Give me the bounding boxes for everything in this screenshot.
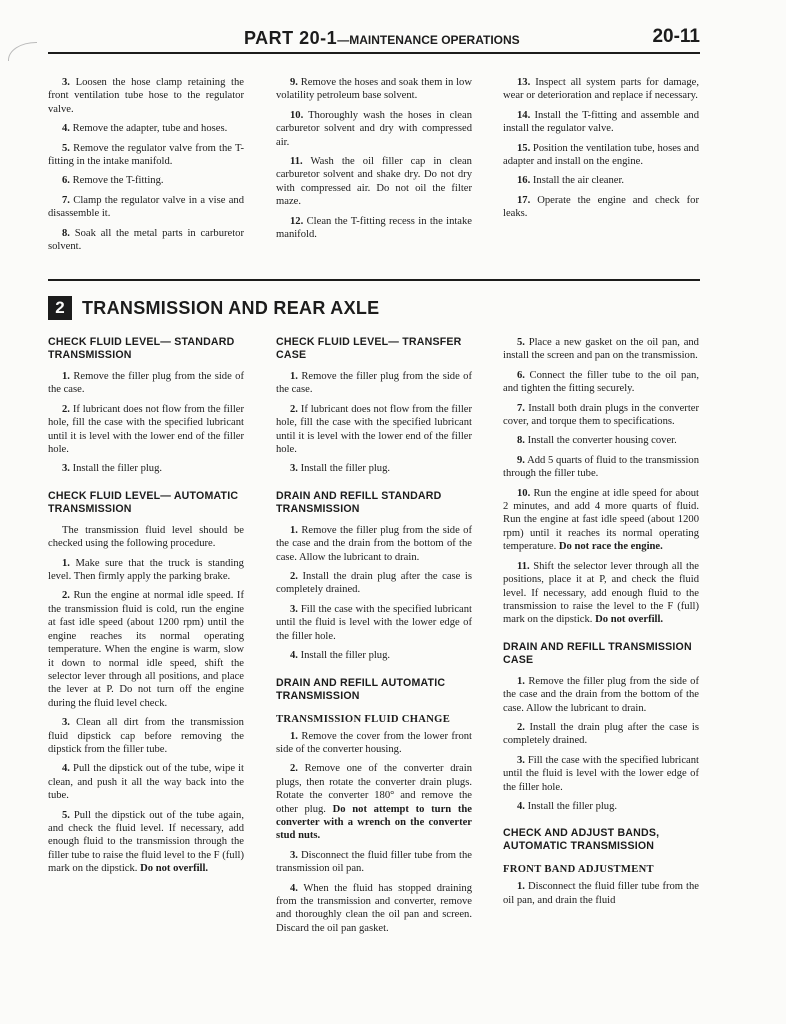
step-paragraph xyxy=(503,754,699,794)
step-number: 4. xyxy=(517,800,525,812)
heading-drain-refill-transmission-case: DRAIN AND REFILL TRANSMISSION CASE xyxy=(503,640,692,666)
step-paragraph xyxy=(276,76,472,103)
step-number: 3. xyxy=(290,603,298,615)
step-number: 4. xyxy=(62,763,70,775)
step-paragraph xyxy=(503,454,699,481)
step-number: 1. xyxy=(290,730,298,742)
steps-check-fluid-standard xyxy=(48,370,244,476)
step-number: 5. xyxy=(62,142,70,154)
step-paragraph xyxy=(503,109,699,136)
step-number: 1. xyxy=(290,524,298,536)
step-paragraph xyxy=(48,809,244,876)
page-header xyxy=(48,22,700,54)
step-paragraph xyxy=(48,122,244,135)
step-number: 6. xyxy=(517,369,525,381)
step-paragraph xyxy=(503,487,699,554)
step-number: 2. xyxy=(62,590,70,602)
steps-drain-refill-standard xyxy=(276,524,472,663)
step-number: 4. xyxy=(62,123,70,135)
step-text: Install both drain plugs in the converter cover, and torque them to specifications. xyxy=(503,402,699,428)
step-number: 7. xyxy=(62,194,70,206)
section-title: TRANSMISSION AND REAR AXLE xyxy=(82,298,380,318)
step-emphasis: Do not overfill. xyxy=(595,614,664,626)
step-paragraph xyxy=(276,155,472,209)
step-paragraph xyxy=(48,76,244,116)
step-text: Run the engine at idle speed for about 2 minutes, and add 4 more quarts of fluid. Run the engine at fast idle speed (about 1200 rpm) until it reaches its normal operating temperature. xyxy=(503,487,699,553)
step-number: 10. xyxy=(517,487,531,499)
step-text: Disconnect the fluid filler tube from the transmission oil pan. xyxy=(276,849,472,875)
step-paragraph xyxy=(48,403,244,457)
steps-front-band xyxy=(503,880,699,907)
step-number: 9. xyxy=(290,77,298,88)
heading-check-fluid-automatic: CHECK FLUID LEVEL— AUTOMATIC TRANSMISSION xyxy=(48,489,239,515)
heading-drain-refill-automatic: DRAIN AND REFILL AUTOMATIC TRANSMISSION xyxy=(276,676,446,702)
step-number: 12. xyxy=(290,215,304,227)
step-paragraph xyxy=(503,800,699,813)
auto-intro-paragraph: The transmission fluid level should be checked using the following procedure. xyxy=(48,524,244,550)
step-paragraph xyxy=(48,716,244,756)
step-paragraph xyxy=(503,721,699,748)
column-3 xyxy=(503,336,699,913)
step-number: 3. xyxy=(62,77,70,88)
step-text: Clamp the regulator valve in a vise and disassemble it. xyxy=(48,194,244,220)
step-text: If lubricant does not flow from the filler hole, fill the case with the specified lubricant until it is level with the lower end of the filler hole. xyxy=(48,403,244,456)
step-number: 10. xyxy=(290,109,304,121)
step-paragraph xyxy=(503,174,699,187)
step-text: Remove one of the converter drain plugs, then rotate the converter drain plugs. Rotate the converter 180° and remove the other plug. xyxy=(276,763,472,815)
steps-fluid-change xyxy=(276,730,472,936)
step-text: Disconnect the fluid filler tube from the oil pan, and drain the fluid xyxy=(503,881,699,906)
step-text: Clean the T-fitting recess in the intake manifold. xyxy=(276,215,473,241)
step-paragraph xyxy=(503,434,699,447)
step-number: 3. xyxy=(62,463,70,475)
step-text: Pull the dipstick out of the tube again, and check the fluid level. If necessary, add enough fluid to the transmission through the filler tube to raise the fluid level to the F (full) mark on the dipstick. xyxy=(48,809,244,875)
step-paragraph xyxy=(276,730,472,757)
top-column-2 xyxy=(276,76,472,247)
step-number: 3. xyxy=(290,463,298,475)
heading-drain-refill-standard: DRAIN AND REFILL STANDARD TRANSMISSION xyxy=(276,489,442,515)
header-title xyxy=(244,28,520,49)
steps-check-fluid-automatic xyxy=(48,557,244,876)
header-part: PART 20-1 xyxy=(244,28,338,48)
step-text: Wash the oil filler cap in clean carburetor solvent and shake dry. Do not dry with compressed air. Do not oil the filter maze. xyxy=(276,156,472,208)
step-text: Install the drain plug after the case is completely drained. xyxy=(503,721,699,747)
header-section-name: MAINTENANCE OPERATIONS xyxy=(349,33,520,47)
step-text: Connect the filler tube to the oil pan, and tighten the fitting securely. xyxy=(503,369,700,395)
steps-fluid-change-continued xyxy=(503,336,699,627)
heading-check-fluid-transfer: CHECK FLUID LEVEL— TRANSFER CASE xyxy=(276,336,462,361)
step-emphasis: Do not overfill. xyxy=(140,863,209,875)
step-text: Remove the regulator valve from the T-fitting in the intake manifold. xyxy=(48,142,244,168)
step-number: 16. xyxy=(517,175,531,187)
step-text: Install the air cleaner. xyxy=(532,175,625,187)
step-emphasis: Do not race the engine. xyxy=(558,541,663,553)
subheading-front-band: FRONT BAND ADJUSTMENT xyxy=(503,864,654,876)
top-column-1 xyxy=(48,76,244,259)
step-text: Thoroughly wash the hoses in clean carburetor solvent and dry with compressed air. xyxy=(276,109,472,148)
step-text: Fill the case with the specified lubricant until the fluid is level with the lower edge of the filler hole. xyxy=(503,754,699,793)
step-paragraph xyxy=(503,675,699,715)
step-paragraph xyxy=(276,849,472,876)
step-number: 2. xyxy=(290,571,298,583)
step-text: Install the T-fitting and assemble and install the regulator valve. xyxy=(503,109,699,135)
step-number: 7. xyxy=(517,402,525,414)
step-paragraph xyxy=(48,174,244,187)
step-number: 1. xyxy=(517,881,525,893)
step-text: Loosen the hose clamp retaining the front ventilation tube hose to the regulator valve. xyxy=(48,77,244,115)
step-emphasis: Do not attempt to turn the converter with a wrench on the converter stud nuts. xyxy=(276,803,472,842)
step-paragraph xyxy=(276,649,472,662)
step-text: Install the drain plug after the case is completely drained. xyxy=(276,571,472,596)
subheading-fluid-change: TRANSMISSION FLUID CHANGE xyxy=(276,713,451,725)
step-text: Install the converter housing cover. xyxy=(527,435,677,447)
step-number: 1. xyxy=(62,371,70,382)
step-paragraph xyxy=(276,570,472,597)
step-paragraph xyxy=(48,194,244,221)
section-divider xyxy=(48,279,700,281)
step-paragraph xyxy=(503,402,699,429)
step-text: Position the ventilation tube, hoses and adapter and install on the engine. xyxy=(503,142,699,168)
step-number: 1. xyxy=(517,675,525,687)
section-number-badge: 2 xyxy=(48,296,72,320)
step-number: 3. xyxy=(62,717,70,729)
step-paragraph xyxy=(276,524,472,564)
step-text: Pull the dipstick out of the tube, wipe it clean, and push it all the way back into the tube. xyxy=(48,763,244,802)
step-paragraph xyxy=(276,215,472,242)
step-text: Remove the filler plug from the side of the case and the drain from the bottom of the case. Allow the lubricant to drain. xyxy=(503,675,699,714)
step-text: Operate the engine and check for leaks. xyxy=(503,194,699,220)
step-paragraph xyxy=(503,336,699,363)
step-text: Remove the adapter, tube and hoses. xyxy=(72,123,228,135)
step-text: Soak all the metal parts in carburetor solvent. xyxy=(48,227,244,253)
step-paragraph xyxy=(503,194,699,221)
step-text: If lubricant does not flow from the filler hole, fill the case with the specified lubricant until it is level with the lower end of the filler hole. xyxy=(276,403,472,456)
step-text: Place a new gasket on the oil pan, and install the screen and pan on the transmission. xyxy=(503,337,699,362)
step-number: 13. xyxy=(517,77,531,88)
step-text: Remove the hoses and soak them in low volatility petroleum base solvent. xyxy=(276,77,472,102)
page-corner-mark xyxy=(8,42,37,61)
step-number: 9. xyxy=(517,454,525,466)
step-text: Fill the case with the specified lubricant until the fluid is level with the lower edge of the filler hole. xyxy=(276,603,472,642)
step-text: Remove the filler plug from the side of the case. xyxy=(276,371,472,396)
step-paragraph xyxy=(48,462,244,475)
steps-drain-refill-transmission-case xyxy=(503,675,699,814)
step-number: 2. xyxy=(290,403,298,415)
step-text: Add 5 quarts of fluid to the transmission through the filler tube. xyxy=(503,454,699,480)
step-number: 1. xyxy=(290,371,298,382)
page-number: 20-11 xyxy=(652,26,700,47)
step-number: 2. xyxy=(290,763,298,775)
step-text: Install the filler plug. xyxy=(527,800,618,812)
step-number: 4. xyxy=(290,882,298,894)
step-paragraph xyxy=(48,762,244,802)
step-text: Shift the selector lever through all the positions, place it at P, and check the fluid level. If necessary, add enough fluid to the transmission to raise the level to the F (full) mark on the dipstick. xyxy=(503,560,699,626)
heading-check-adjust-bands: CHECK AND ADJUST BANDS, AUTOMATIC TRANSMISSION xyxy=(503,827,660,853)
step-text: Clean all dirt from the transmission fluid dipstick cap before removing the dipstick from the filler tube. xyxy=(48,717,244,755)
step-number: 6. xyxy=(62,175,70,187)
step-number: 14. xyxy=(517,109,531,121)
step-text: Run the engine at normal idle speed. If the transmission fluid is cold, run the engine at fast idle speed (about 1200 rpm) until the engine reaches its normal operating temperature. When the engine is warm, slow it down to normal idle speed, shift the selector lever through all positions, and place the lever at P. Do not turn off the engine during the fluid level check. xyxy=(48,590,244,709)
steps-check-fluid-transfer xyxy=(276,370,472,476)
heading-check-fluid-standard: CHECK FLUID LEVEL— STANDARD TRANSMISSION xyxy=(48,336,235,361)
step-text: Remove the cover from the lower front side of the converter housing. xyxy=(276,730,472,755)
step-text: Install the filler plug. xyxy=(72,463,163,475)
step-number: 1. xyxy=(62,557,70,569)
step-paragraph xyxy=(503,142,699,169)
top-column-3 xyxy=(503,76,699,227)
step-text: Install the filler plug. xyxy=(300,650,391,662)
step-number: 11. xyxy=(290,156,303,168)
column-2 xyxy=(276,336,472,941)
step-number: 15. xyxy=(517,142,531,154)
step-number: 5. xyxy=(62,809,70,821)
step-number: 8. xyxy=(517,435,525,447)
step-text: Install the filler plug. xyxy=(300,463,391,475)
step-number: 2. xyxy=(62,403,70,415)
step-paragraph xyxy=(276,882,472,936)
step-paragraph xyxy=(276,762,472,842)
step-number: 8. xyxy=(62,227,70,239)
step-paragraph xyxy=(276,370,472,397)
step-number: 17. xyxy=(517,194,531,206)
step-paragraph xyxy=(276,603,472,643)
step-text: When the fluid has stopped draining from the transmission and converter, remove and thoroughly clean the oil pan and screen. Discard the oil pan gasket. xyxy=(276,882,472,934)
step-paragraph xyxy=(503,369,699,396)
step-number: 3. xyxy=(290,849,298,861)
header-dash: — xyxy=(337,33,350,47)
step-paragraph xyxy=(276,109,472,149)
step-paragraph xyxy=(48,227,244,254)
step-paragraph xyxy=(48,589,244,710)
step-number: 3. xyxy=(517,754,525,766)
step-number: 5. xyxy=(517,337,525,348)
column-1 xyxy=(48,336,244,882)
step-paragraph xyxy=(503,560,699,627)
step-number: 4. xyxy=(290,650,298,662)
step-text: Remove the filler plug from the side of the case and the drain from the bottom of the case. Allow the lubricant to drain. xyxy=(276,524,472,563)
step-text: Remove the T-fitting. xyxy=(72,175,164,187)
step-number: 11. xyxy=(517,560,530,572)
step-paragraph xyxy=(48,142,244,169)
step-paragraph xyxy=(503,76,699,103)
step-number: 2. xyxy=(517,721,525,733)
step-text: Remove the filler plug from the side of the case. xyxy=(48,371,244,396)
step-paragraph xyxy=(48,370,244,397)
step-paragraph xyxy=(276,403,472,457)
step-text: Make sure that the truck is standing level. Then firmly apply the parking brake. xyxy=(48,557,244,583)
step-text: Inspect all system parts for damage, wear or deterioration and replace if necessary. xyxy=(503,77,699,102)
step-paragraph xyxy=(48,557,244,584)
step-paragraph xyxy=(276,462,472,475)
step-paragraph xyxy=(503,880,699,907)
